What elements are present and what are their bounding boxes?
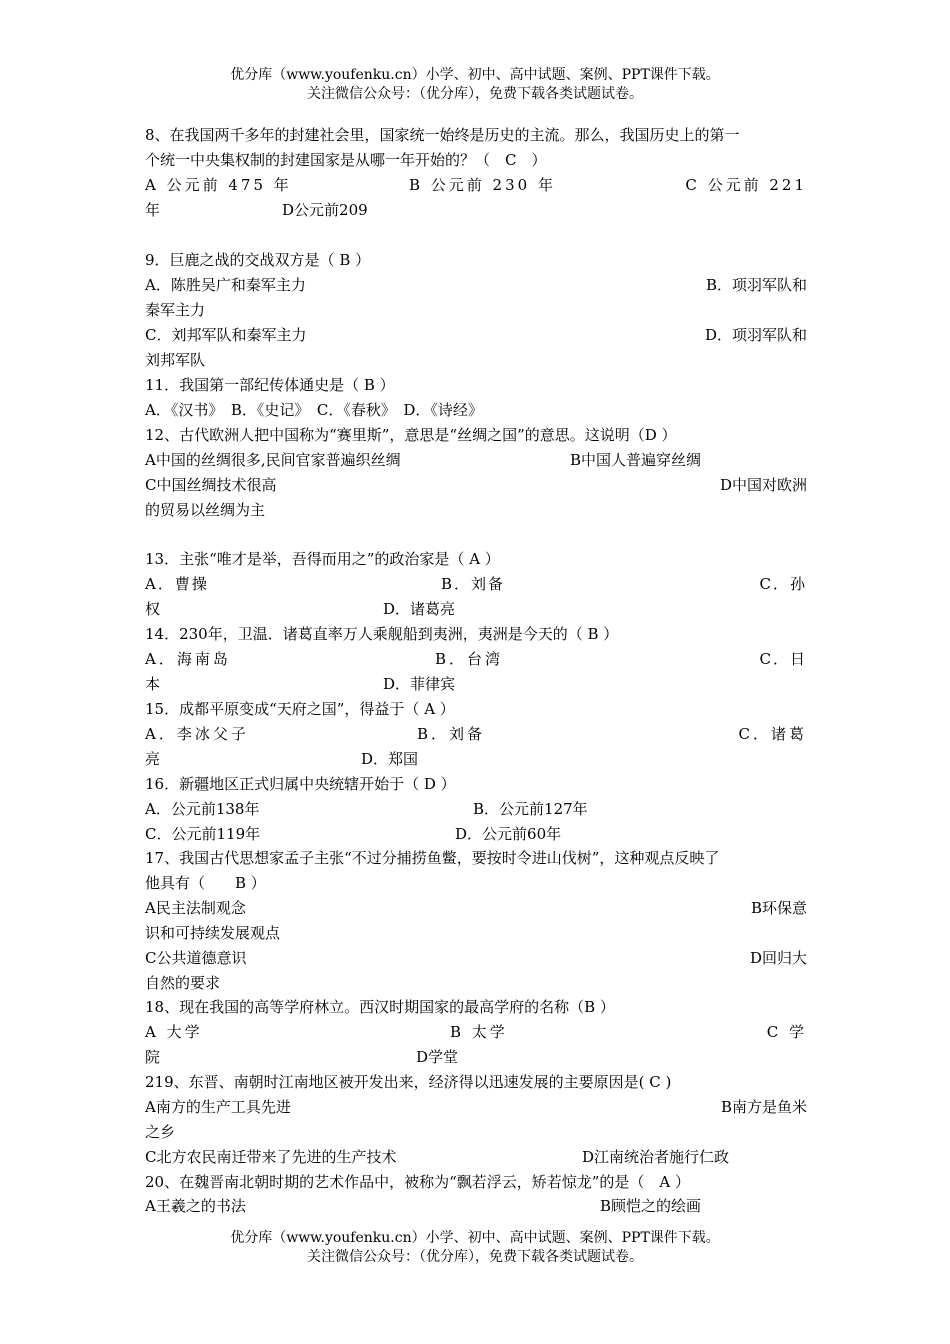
q12-option-a: A中国的丝绸很多,民间官家普遍织丝绸: [145, 451, 401, 469]
q16-options-line-2: [145, 822, 807, 847]
q9-option-a: A．陈胜吴广和秦军主力: [145, 276, 306, 294]
q17-option-c: C公共道德意识: [145, 949, 247, 967]
q12-options-line-3: [145, 498, 807, 523]
q17-options-line-1: [145, 896, 807, 921]
q18-stem-text: 18、现在我国的高等学府林立。西汉时期国家的最高学府的名称（B ）: [145, 998, 615, 1016]
q8-stem-line-2: [145, 148, 807, 173]
q9-option-d-tail: 刘邦军队: [145, 351, 206, 369]
q17-option-d-tail: 自然的要求: [145, 974, 221, 992]
q19-options-line-3: [145, 1145, 807, 1170]
q18-stem-line: [145, 995, 807, 1020]
q9-option-b: B．项羽军队和: [705, 276, 807, 294]
q12-option-d: D中国对欧洲: [719, 476, 807, 494]
q14-option-c: C．日: [759, 650, 807, 668]
q8-options-line-1: [145, 173, 807, 198]
q9-option-c: C．刘邦军队和秦军主力: [145, 326, 307, 344]
q12-options-line-1: [145, 448, 807, 473]
q17-option-d: D回归大: [749, 949, 807, 967]
q13-option-a: A．曹操: [145, 575, 209, 593]
q13-stem-text: 13．主张“唯才是举，吾得而用之”的政治家是（ A ）: [145, 550, 500, 568]
q9-stem-line: [145, 248, 807, 273]
q20-stem-line: [145, 1170, 807, 1195]
q16-option-c: C．公元前119年: [145, 825, 261, 843]
q20-options-line-1: [145, 1194, 807, 1219]
q15-option-c: C．诸葛: [738, 725, 807, 743]
q14-option-b: B．台湾: [435, 650, 504, 668]
q12-stem-line: [145, 423, 807, 448]
q16-option-b: B．公元前127年: [473, 800, 588, 818]
q17-stem-text-1: 17、我国古代思想家孟子主张“不过分捕捞鱼鳖，要按时令进山伐树”，这种观点反映了: [145, 849, 720, 867]
q17-option-a: A民主法制观念: [145, 899, 246, 917]
q11-options-line: [145, 398, 807, 423]
q15-stem-text: 15．成都平原变成“天府之国”，得益于（ A ）: [145, 700, 455, 718]
q9-stem-text: 9．巨鹿之战的交战双方是（ B ）: [145, 251, 371, 269]
q19-option-b-tail: 之乡: [145, 1123, 176, 1141]
q12-option-d-tail: 的贸易以丝绸为主: [145, 501, 266, 519]
q9-option-d: D．项羽军队和: [704, 326, 807, 344]
q16-options-line-1: [145, 797, 807, 822]
q8-option-c: C 公元前 221: [685, 176, 807, 194]
q14-option-c-tail: 本: [145, 675, 161, 693]
q14-stem-text: 14．230年，卫温．诸葛直率万人乘舰船到夷洲，夷洲是今天的（ B ）: [145, 625, 619, 643]
q15-options-line-2: [145, 747, 807, 772]
q19-option-a: A南方的生产工具先进: [145, 1098, 291, 1116]
q12-stem-text: 12、古代欧洲人把中国称为“赛里斯”，意思是“丝绸之国”的意思。这说明（D ）: [145, 426, 677, 444]
q13-options-line-1: [145, 572, 807, 597]
q8-stem-line-1: [145, 123, 807, 148]
q18-option-d: D学堂: [416, 1048, 459, 1066]
q14-options-line-1: [145, 647, 807, 672]
q16-stem-line: [145, 772, 807, 797]
q20-stem-text: 20、在魏晋南北朝时期的艺术作品中，被称为“飘若浮云，矫若惊龙”的是（ A ）: [145, 1173, 691, 1191]
q17-option-b: B环保意: [750, 899, 807, 917]
q12-options-line-2: [145, 473, 807, 498]
q17-options-line-2: [145, 921, 807, 946]
q17-options-line-4: [145, 971, 807, 996]
q19-stem-line: [145, 1070, 807, 1095]
q15-option-c-tail: 亮: [145, 750, 161, 768]
q18-option-c-tail: 院: [145, 1048, 161, 1066]
q19-options-line-2: [145, 1120, 807, 1145]
q20-option-b: B顾恺之的绘画: [600, 1197, 702, 1215]
q11-options: A．《汉书》 B．《史记》 C．《春秋》 D．《诗经》: [145, 401, 483, 419]
q16-option-a: A．公元前138年: [145, 800, 260, 818]
q9-options-line-2: [145, 298, 807, 323]
q18-options-line-2: [145, 1045, 807, 1070]
q18-options-line-1: [145, 1020, 807, 1045]
q14-options-line-2: [145, 672, 807, 697]
q14-option-a: A．海南岛: [145, 650, 231, 668]
header-line-1: 优分库（www.youfenku.cn）小学、初中、高中试题、案例、PPT课件下载。: [230, 67, 720, 83]
q16-option-d: D．公元前60年: [455, 825, 562, 843]
q9-options-line-1: [145, 273, 807, 298]
footer-line-2: 关注微信公众号：（优分库），免费下载各类试题试卷。: [307, 1249, 643, 1265]
q12-option-c: C中国丝绸技术很高: [145, 476, 277, 494]
q8-option-a: A 公元前 475 年: [145, 176, 292, 194]
q14-option-d: D．菲律宾: [383, 675, 456, 693]
q8-options-line-2: [145, 198, 807, 223]
q20-option-a: A王羲之的书法: [145, 1197, 246, 1215]
q17-stem-line-1: [145, 846, 807, 871]
q18-option-c: C 学: [766, 1023, 807, 1041]
q8-stem-text-1: 8、在我国两千多年的封建社会里，国家统一始终是历史的主流。那么，我国历史上的第一: [145, 126, 740, 144]
q8-option-d: D公元前209: [282, 201, 368, 219]
q13-option-c: C．孙: [759, 575, 807, 593]
q15-option-a: A．李冰父子: [145, 725, 249, 743]
q8-option-c-tail: 年: [145, 201, 161, 219]
q17-stem-line-2: [145, 871, 807, 896]
q13-option-c-tail: 权: [145, 600, 161, 618]
q15-option-d: D．郑国: [361, 750, 419, 768]
page-footer: [0, 1229, 950, 1267]
footer-line-1: 优分库（www.youfenku.cn）小学、初中、高中试题、案例、PPT课件下载。: [230, 1230, 720, 1246]
q9-option-b-tail: 秦军主力: [145, 301, 206, 319]
q9-options-line-3: [145, 323, 807, 348]
q19-option-b: B南方是鱼米: [720, 1098, 807, 1116]
q15-options-line-1: [145, 722, 807, 747]
q13-option-b: B．刘备: [441, 575, 506, 593]
q19-option-d: D江南统治者施行仁政: [582, 1148, 730, 1166]
q17-option-b-tail: 识和可持续发展观点: [145, 924, 281, 942]
q18-option-a: A 大学: [145, 1023, 203, 1041]
q11-stem-line: [145, 373, 807, 398]
page-header: [0, 66, 950, 104]
q15-stem-line: [145, 697, 807, 722]
q15-option-b: B．刘备: [417, 725, 486, 743]
q13-option-d: D．诸葛亮: [383, 600, 456, 618]
q8-option-b: B 公元前 230 年: [409, 176, 556, 194]
q9-options-line-4: [145, 348, 807, 373]
q11-stem-text: 11．我国第一部纪传体通史是（ B ）: [145, 376, 395, 394]
q19-options-line-1: [145, 1095, 807, 1120]
q8-stem-text-2: 个统一中央集权制的封建国家是从哪一年开始的？（ C ）: [145, 151, 547, 169]
q16-stem-text: 16．新疆地区正式归属中央统辖开始于（ D ）: [145, 775, 456, 793]
q19-stem-text: 219、东晋、南朝时江南地区被开发出来，经济得以迅速发展的主要原因是( C ): [145, 1073, 672, 1091]
q13-options-line-2: [145, 597, 807, 622]
q18-option-b: B 太学: [450, 1023, 508, 1041]
q17-stem-text-2: 他具有（ B ）: [145, 874, 266, 892]
q13-stem-line: [145, 547, 807, 572]
q12-option-b: B中国人普遍穿丝绸: [570, 451, 702, 469]
q14-stem-line: [145, 622, 807, 647]
q19-option-c: C北方农民南迁带来了先进的生产技术: [145, 1148, 397, 1166]
header-line-2: 关注微信公众号：（优分库），免费下载各类试题试卷。: [307, 86, 643, 102]
q17-options-line-3: [145, 946, 807, 971]
